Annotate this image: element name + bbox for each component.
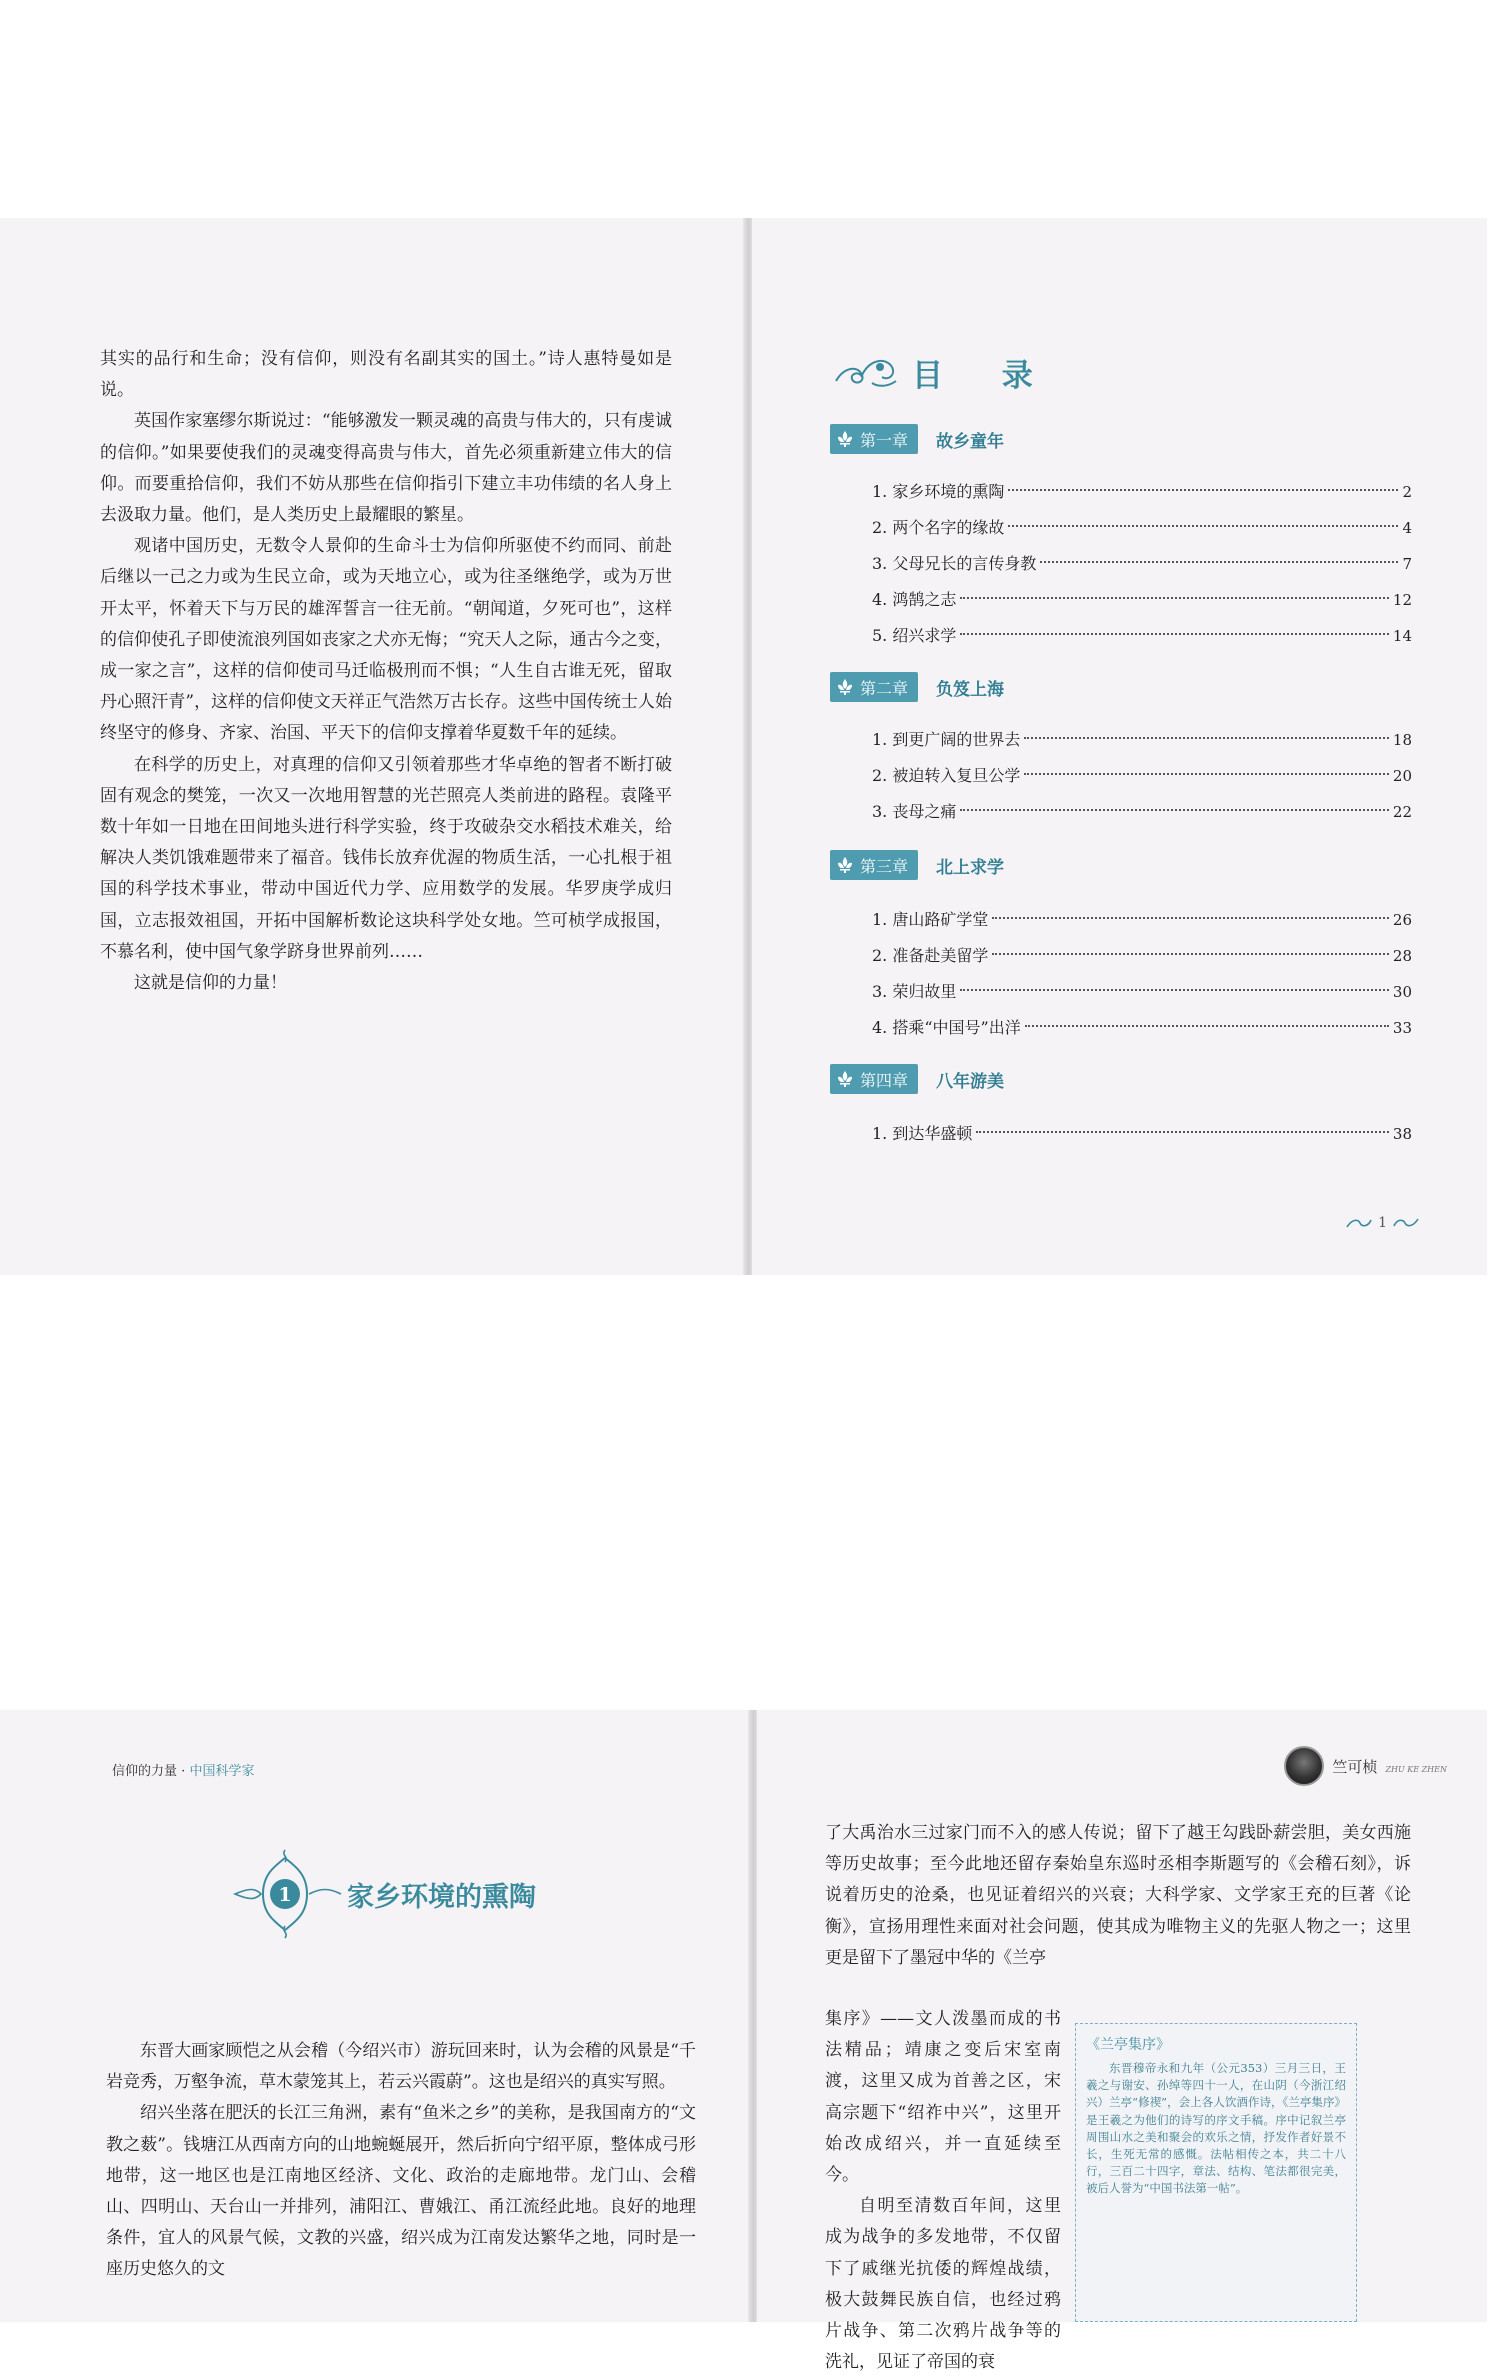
leader-dots — [992, 953, 1389, 955]
swirl-ornament-icon — [832, 353, 900, 393]
side-note-title: 《兰亭集序》 — [1086, 2037, 1170, 2053]
preface-paragraph: 这就是信仰的力量！ — [134, 973, 287, 994]
toc-entry-label: 3. 父母兄长的言传身教 — [872, 554, 1037, 573]
toc-entry[interactable] — [872, 474, 1412, 510]
side-note — [1075, 2023, 1357, 2322]
toc-entry-label: 1. 到更广阔的世界去 — [872, 730, 1021, 749]
fleur-de-lis-icon — [836, 430, 854, 448]
toc-entry[interactable] — [872, 546, 1412, 582]
toc-chapter-3[interactable] — [830, 850, 1004, 880]
fleur-de-lis-icon — [836, 678, 854, 696]
swash-left-icon — [1346, 1217, 1372, 1229]
toc-entry-label: 2. 两个名字的缘故 — [872, 518, 1005, 537]
page-number — [1346, 1215, 1419, 1231]
toc-entry[interactable] — [872, 722, 1412, 758]
toc-entry-page: 38 — [1392, 1125, 1412, 1143]
running-pinyin: ZHU KE ZHEN — [1385, 1764, 1447, 1774]
chapter-badge — [830, 672, 918, 702]
leader-dots — [960, 597, 1389, 599]
page-number-text: 1 — [1378, 1215, 1387, 1231]
toc-entry-page: 4 — [1402, 519, 1412, 537]
leader-dots — [960, 633, 1389, 635]
toc-entry[interactable] — [872, 1010, 1412, 1046]
leader-dots — [992, 917, 1389, 919]
avatar — [1284, 1746, 1324, 1786]
toc-entry[interactable] — [872, 618, 1412, 654]
toc-header — [832, 350, 1057, 395]
running-header-right — [1284, 1746, 1447, 1786]
toc-entry[interactable] — [872, 1116, 1412, 1152]
section-heading — [225, 1844, 536, 1944]
running-separator: · — [181, 1764, 186, 1779]
toc-entry[interactable] — [872, 582, 1412, 618]
fleur-de-lis-icon — [836, 856, 854, 874]
section-number: 1 — [278, 1884, 292, 1906]
chapter-badge — [830, 1064, 918, 1094]
continued-page — [757, 1710, 1487, 2373]
leader-dots — [1008, 489, 1398, 491]
toc-chapter-2[interactable] — [830, 672, 1004, 702]
chapter-badge-label: 第一章 — [860, 430, 909, 450]
toc-entry-label: 1. 到达华盛顿 — [872, 1124, 973, 1143]
continued-paragraph: 了大禹治水三过家门而不入的感人传说；留下了越王勾践卧薪尝胆，美女西施等历史故事；至今此地还留存秦始皇东巡时丞相李斯题写的《会稽石刻》，诉说着历史的沧桑，也见证着绍兴的兴衰；大科学家、文学家王充的巨著《论衡》，宣扬用理性来面对社会问题，使其成为唯物主义的先驱人物之一；这里更是留下了墨冠中华的《兰亭 — [825, 1823, 1411, 1968]
ornate-frame-icon — [225, 1844, 345, 1944]
chapter-badge-label: 第三章 — [860, 856, 909, 876]
toc-entry[interactable] — [872, 974, 1412, 1010]
toc-entry-page: 7 — [1402, 555, 1412, 573]
preface-text — [100, 344, 672, 999]
section-title: 家乡环境的熏陶 — [347, 1881, 536, 1913]
toc-entry-page: 33 — [1392, 1019, 1412, 1037]
toc-entry[interactable] — [872, 938, 1412, 974]
toc-entry-label: 4. 搭乘“中国号”出洋 — [872, 1018, 1021, 1037]
leader-dots — [1040, 561, 1398, 563]
preface-paragraph: 其实的品行和生命；没有信仰，则没有名副其实的国土。”诗人惠特曼如是说。 — [100, 349, 672, 401]
chapter-title: 负笈上海 — [936, 679, 1005, 700]
swash-right-icon — [1393, 1217, 1419, 1229]
fleur-de-lis-icon — [836, 1070, 854, 1088]
chapter-title: 八年游美 — [936, 1071, 1005, 1092]
chapter-badge-label: 第四章 — [860, 1070, 909, 1090]
leader-dots — [1024, 773, 1389, 775]
toc-list-chapter-2 — [872, 722, 1412, 830]
toc-list-chapter-1 — [872, 474, 1412, 654]
toc-entry[interactable] — [872, 510, 1412, 546]
toc-entry-page: 22 — [1392, 803, 1412, 821]
chapter-paragraph: 绍兴坐落在肥沃的长江三角洲，素有“鱼米之乡”的美称，是我国南方的“文教之薮”。钱塘江从西南方向的山地蜿蜒展开，然后折向宁绍平原，整体成弓形地带，这一地区也是江南地区经济、文化、政治的走廊地带。龙门山、会稽山、四明山、天台山一并排列，浦阳江、曹娥江、甬江流经此地。良好的地理条件，宜人的风景气候，文教的兴盛，绍兴成为江南发达繁华之地，同时是一座历史悠久的文 — [106, 2103, 696, 2280]
side-note-body: 东晋穆帝永和九年（公元353）三月三日，王羲之与谢安、孙绰等四十一人，在山阴（今浙江绍兴）兰亭“修禊”，会上各人饮酒作诗，《兰亭集序》是王羲之为他们的诗写的序文手稿。序中记叙兰亭周围山水之美和聚会的欢乐之情，抒发作者好景不长，生死无常的感慨。法帖相传之本，共二十八行，三百二十四字，章法、结构、笔法都很完美，被后人誉为“中国书法第一帖”。 — [1086, 2061, 1346, 2196]
continued-text-narrow — [825, 2004, 1061, 2378]
toc-list-chapter-4 — [872, 1116, 1412, 1152]
leader-dots — [960, 809, 1389, 811]
toc-entry-page: 18 — [1392, 731, 1412, 749]
toc-entry-label: 2. 准备赴美留学 — [872, 946, 989, 965]
running-title: 信仰的力量 — [112, 1764, 178, 1779]
toc-entry-page: 2 — [1402, 483, 1412, 501]
toc-chapter-4[interactable] — [830, 1064, 1004, 1094]
chapter-badge-label: 第二章 — [860, 678, 909, 698]
chapter-page — [0, 1710, 750, 2322]
toc-entry-label: 2. 被迫转入复旦公学 — [872, 766, 1021, 785]
preface-paragraph: 观诸中国历史，无数令人景仰的生命斗士为信仰所驱使不约而同、前赴后继以一己之力或为生民立命，或为天地立心，或为往圣继绝学，或为万世开太平，怀着天下与万民的雄浑誓言一往无前。“朝闻道，夕死可也”，这样的信仰使孔子即使流浪列国如丧家之犬亦无悔；“究天人之际，通古今之变，成一家之言”，这样的信仰使司马迁临极刑而不惧；“人生自古谁无死，留取丹心照汗青”，这样的信仰使文天祥正气浩然万古长存。这些中国传统士人始终坚守的修身、齐家、治国、平天下的信仰支撑着华夏数千年的延续。 — [100, 536, 672, 744]
running-header — [112, 1760, 254, 1779]
continued-paragraph: 自明至清数百年间，这里成为战争的多发地带，不仅留下了戚继光抗倭的辉煌战绩，极大鼓舞民族自信，也经过鸦片战争、第二次鸦片战争等的洗礼，见证了帝国的衰 — [825, 2196, 1061, 2373]
toc-list-chapter-3 — [872, 902, 1412, 1046]
running-subtitle: 中国科学家 — [189, 1764, 255, 1779]
toc-entry[interactable] — [872, 902, 1412, 938]
leader-dots — [960, 989, 1389, 991]
toc-entry-label: 3. 丧母之痛 — [872, 802, 957, 821]
toc-entry-page: 28 — [1392, 947, 1412, 965]
chapter-text — [106, 2036, 696, 2286]
toc-entry-page: 14 — [1392, 627, 1412, 645]
toc-entry-label: 1. 唐山路矿学堂 — [872, 910, 989, 929]
toc-entry-label: 5. 绍兴求学 — [872, 626, 957, 645]
chapter-paragraph: 东晋大画家顾恺之从会稽（今绍兴市）游玩回来时，认为会稽的风景是“千岩竞秀，万壑争流，草木蒙笼其上，若云兴霞蔚”。这也是绍兴的真实写照。 — [106, 2041, 696, 2093]
continued-text-top — [825, 1818, 1411, 1974]
toc-entry-page: 26 — [1392, 911, 1412, 929]
preface-paragraph: 英国作家塞缪尔斯说过：“能够激发一颗灵魂的高贵与伟大的，只有虔诚的信仰。”如果要使我们的灵魂变得高贵与伟大，首先必须重新建立伟大的信仰。而要重拾信仰，我们不妨从那些在信仰指引下建立丰功伟绩的名人身上去汲取力量。他们，是人类历史上最耀眼的繁星。 — [100, 411, 672, 526]
leader-dots — [1025, 1025, 1389, 1027]
toc-entry-label: 3. 荣归故里 — [872, 982, 957, 1001]
running-name: 竺可桢 — [1332, 1757, 1378, 1776]
toc-entry-page: 20 — [1392, 767, 1412, 785]
toc-entry-label: 4. 鸿鹄之志 — [872, 590, 957, 609]
chapter-title: 北上求学 — [936, 857, 1005, 878]
leader-dots — [1024, 737, 1389, 739]
toc-entry[interactable] — [872, 758, 1412, 794]
chapter-title: 故乡童年 — [936, 431, 1005, 452]
toc-entry-page: 12 — [1392, 591, 1412, 609]
preface-paragraph: 在科学的历史上，对真理的信仰又引领着那些才华卓绝的智者不断打破固有观念的樊笼，一次又一次地用智慧的光芒照亮人类前进的路程。袁隆平数十年如一日地在田间地头进行科学实验，终于攻破杂交水稻技术难关，给解决人类饥饿难题带来了福音。钱伟长放弃优渥的物质生活，一心扎根于祖国的科学技术事业，带动中国近代力学、应用数学的发展。华罗庚学成归国，立志报效祖国，开拓中国解析数论这块科学处女地。竺可桢学成报国，不慕名利，使中国气象学跻身世界前列…… — [100, 754, 672, 962]
toc-entry[interactable] — [872, 794, 1412, 830]
toc-entry-label: 1. 家乡环境的熏陶 — [872, 482, 1005, 501]
toc-title: 目 录 — [912, 358, 1057, 394]
continued-paragraph: 集序》——文人泼墨而成的书法精品；靖康之变后宋室南渡，这里又成为首善之区，宋高宗题下“绍祚中兴”，这里开始改成绍兴，并一直延续至今。 — [825, 2009, 1061, 2186]
chapter-badge — [830, 850, 918, 880]
toc-entry-page: 30 — [1392, 983, 1412, 1001]
chapter-badge — [830, 424, 918, 454]
preface-page — [0, 218, 745, 1275]
leader-dots — [1008, 525, 1398, 527]
toc-page — [752, 218, 1487, 1275]
leader-dots — [976, 1131, 1389, 1133]
toc-chapter-1[interactable] — [830, 424, 1004, 454]
